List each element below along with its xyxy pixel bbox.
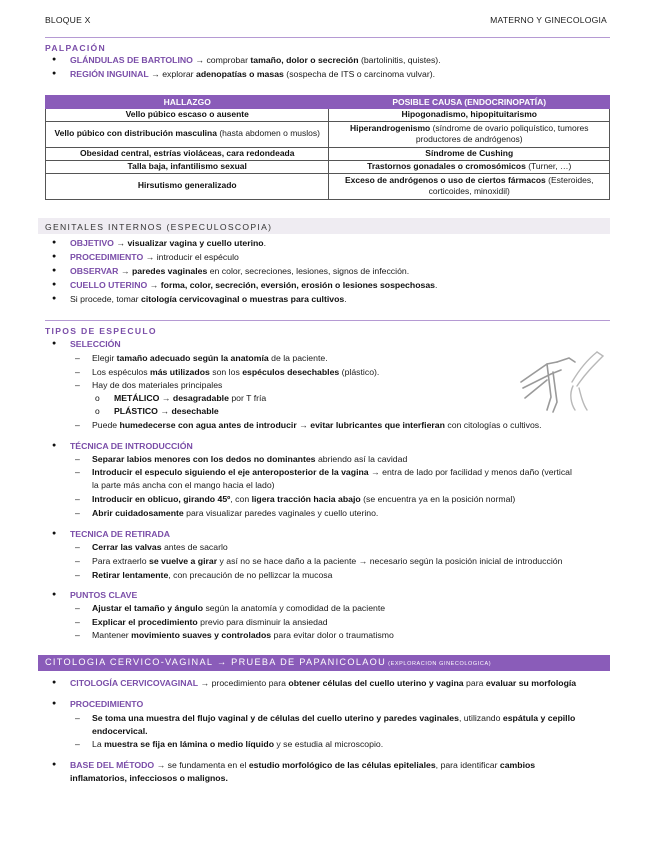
list-item-continuation: inflamatorios, infecciosos o malignos.	[70, 773, 228, 783]
table-row	[46, 109, 610, 122]
list-item: ● SELECCIÓN	[70, 338, 121, 350]
list-item: – La muestra se fija en lámina o medio líquido y se estudia al microscopio.	[92, 738, 383, 750]
findings-table	[45, 95, 610, 200]
table-row	[46, 160, 610, 173]
list-item: ● CUELLO UTERINO → forma, color, secreción, eversión, erosión o lesiones sospechosas.	[70, 279, 437, 291]
list-item: – Puede humedecerse con agua antes de introducir → evitar lubricantes que interfieran con citologías o cultivos.	[92, 419, 542, 431]
list-item: ● TECNICA DE RETIRADA	[70, 528, 170, 540]
table-cell: Talla baja, infantilismo sexual	[46, 160, 329, 173]
column-header: POSIBLE CAUSA (ENDOCRINOPATÍA)	[329, 96, 610, 109]
citologia-heading	[38, 655, 610, 671]
table-row	[46, 173, 610, 199]
list-item: ● PROCEDIMIENTO	[70, 698, 143, 710]
list-item: – Explicar el procedimiento previo para disminuir la ansiedad	[92, 616, 328, 628]
table-cell: Vello púbico escaso o ausente	[46, 109, 329, 122]
list-item: ● GLÁNDULAS DE BARTOLINO → comprobar tamaño, dolor o secreción (bartolinitis, quistes).	[70, 54, 441, 66]
list-item: – Retirar lentamente, con precaución de no pellizcar la mucosa	[92, 569, 333, 581]
list-item: ● Si procede, tomar citología cervicovaginal o muestras para cultivos.	[70, 293, 347, 305]
table-header-row	[46, 96, 610, 109]
list-item: ● OBJETIVO → visualizar vagina y cuello uterino.	[70, 237, 266, 249]
list-item: ● PUNTOS CLAVE	[70, 589, 137, 601]
list-item: ● PROCEDIMIENTO → introducir el espéculo	[70, 251, 239, 263]
list-item-continuation: la parte más ancha con el mango hacia el lado)	[92, 480, 275, 490]
header-subject: MATERNO Y GINECOLOGIA	[490, 15, 607, 25]
table-cell: Hiperandrogenismo (síndrome de ovario poliquístico, tumores productores de andrógenos)	[329, 121, 610, 147]
table-cell: Hipogonadismo, hipopituitarismo	[329, 109, 610, 122]
tipos-heading: TIPOS DE ESPECULO	[45, 326, 157, 336]
section-divider	[45, 320, 610, 321]
list-item: – Ajustar el tamaño y ángulo según la anatomía y comodidad de la paciente	[92, 602, 385, 614]
header-divider	[45, 37, 610, 38]
list-item: – Mantener movimiento suaves y controlados para evitar dolor o traumatismo	[92, 629, 394, 641]
table-cell: Hirsutismo generalizado	[46, 173, 329, 199]
list-item: ● TÉCNICA DE INTRODUCCIÓN	[70, 440, 193, 452]
list-item: – Los espéculos más utilizados son los espéculos desechables (plástico).	[92, 366, 379, 378]
table-cell: Síndrome de Cushing	[329, 147, 610, 160]
list-item-continuation: endocervical.	[92, 726, 148, 736]
list-item: – Introducir en oblicuo, girando 45º, con ligera tracción hacia abajo (se encuentra ya en la posición normal)	[92, 493, 515, 505]
list-item: o METÁLICO → desagradable por T fría	[114, 392, 266, 404]
table-cell: Trastornos gonadales o cromosómicos (Turner, …)	[329, 160, 610, 173]
list-item: – Abrir cuidadosamente para visualizar paredes vaginales y cuello uterino.	[92, 507, 378, 519]
table-row	[46, 147, 610, 160]
table-cell: Exceso de andrógenos o uso de ciertos fármacos (Esteroides, corticoides, minoxidil)	[329, 173, 610, 199]
speculum-image	[517, 342, 609, 414]
list-item: – Introducir el especulo siguiendo el eje anteroposterior de la vagina → entra de lado por facilidad y menos daño (vertical	[92, 466, 572, 478]
palpacion-heading: PALPACIÓN	[45, 43, 107, 53]
list-item: ● REGIÓN INGUINAL → explorar adenopatías o masas (sospecha de ITS o carcinoma vulvar).	[70, 68, 435, 80]
table-cell: Vello púbico con distribución masculina (hasta abdomen o muslos)	[46, 121, 329, 147]
list-item: – Hay de dos materiales principales	[92, 379, 222, 391]
table-row	[46, 121, 610, 147]
list-item: – Cerrar las valvas antes de sacarlo	[92, 541, 228, 553]
list-item: – Elegir tamaño adecuado según la anatomía de la paciente.	[92, 352, 328, 364]
header-block: BLOQUE X	[45, 15, 91, 25]
citologia-title: CITOLOGIA CERVICO-VAGINAL → PRUEBA DE PAPANICOLAOU	[45, 657, 387, 667]
list-item: ● BASE DEL MÉTODO → se fundamenta en el estudio morfológico de las células epiteliales, para identificar cambios	[70, 759, 535, 771]
column-header: HALLAZGO	[46, 96, 329, 109]
page-header	[45, 15, 607, 27]
citologia-subtitle: (EXPLORACION GINECOLOGICA)	[386, 661, 492, 667]
list-item: o PLÁSTICO → desechable	[114, 405, 219, 417]
list-item: – Separar labios menores con los dedos no dominantes abriendo así la cavidad	[92, 453, 407, 465]
list-item: ● CITOLOGÍA CERVICOVAGINAL → procedimiento para obtener células del cuello uterino y vagina para evaluar su morfología	[70, 677, 576, 689]
list-item: – Para extraerlo se vuelve a girar y así no se hace daño a la paciente → necesario según la posición inicial de introducción	[92, 555, 562, 567]
table-cell: Obesidad central, estrías violáceas, cara redondeada	[46, 147, 329, 160]
list-item: – Se toma una muestra del flujo vaginal y de células del cuello uterino y paredes vaginales, utilizando espátula y cepillo	[92, 712, 575, 724]
list-item: ● OBSERVAR → paredes vaginales en color, secreciones, lesiones, signos de infección.	[70, 265, 409, 277]
genitales-heading: GENITALES INTERNOS (ESPECULOSCOPIA)	[45, 222, 273, 232]
